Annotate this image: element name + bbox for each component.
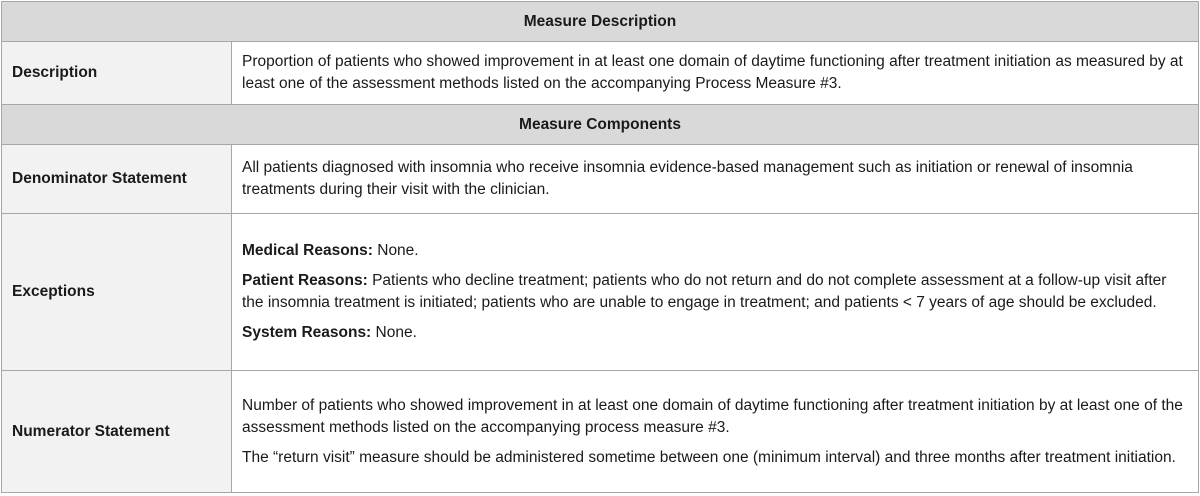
section-title-description: Measure Description bbox=[2, 2, 1199, 42]
patient-reasons bbox=[242, 270, 1188, 314]
section-header-description bbox=[2, 2, 1199, 42]
row-label-denominator: Denominator Statement bbox=[2, 145, 232, 214]
row-label-exceptions: Exceptions bbox=[2, 214, 232, 371]
row-content-numerator bbox=[232, 371, 1199, 493]
row-content-denominator bbox=[232, 145, 1199, 214]
system-reasons bbox=[242, 322, 1188, 344]
section-title-components: Measure Components bbox=[2, 105, 1199, 145]
patient-reasons-text: Patients who decline treatment; patients who do not return and do not complete assessment at a follow-up visit after the insomnia treatment is initiated; patients who are unable to engage in treatment; and patients < 7 years of age should be excluded. bbox=[242, 272, 1167, 311]
measure-table bbox=[1, 1, 1199, 493]
section-header-components bbox=[2, 105, 1199, 145]
row-content-description bbox=[232, 42, 1199, 105]
table-row-exceptions bbox=[2, 214, 1199, 371]
table-row-description bbox=[2, 42, 1199, 105]
patient-reasons-lead: Patient Reasons: bbox=[242, 272, 368, 289]
table-row-numerator bbox=[2, 371, 1199, 493]
denominator-text: All patients diagnosed with insomnia who receive insomnia evidence-based management such as initiation or renewal of insomnia treatments during their visit with the clinician. bbox=[242, 159, 1133, 198]
row-label-numerator: Numerator Statement bbox=[2, 371, 232, 493]
medical-reasons bbox=[242, 240, 1188, 262]
system-reasons-text: None. bbox=[371, 324, 417, 341]
medical-reasons-lead: Medical Reasons: bbox=[242, 242, 373, 259]
medical-reasons-text: None. bbox=[372, 242, 419, 259]
numerator-text-1: Number of patients who showed improvement in at least one domain of daytime functioning after treatment initiation by at least one of the assessment methods listed on the accompanying process measure #3. bbox=[242, 396, 1183, 436]
system-reasons-lead: System Reasons: bbox=[242, 324, 372, 341]
description-text: Proportion of patients who showed improvement in at least one domain of daytime functioning after treatment initiation as measured by at least one of the assessment methods listed on the accompanying Process Measure #3. bbox=[242, 53, 1183, 92]
numerator-text-2: The “return visit” measure should be administered sometime between one (minimum interval) and three months after treatment initiation. bbox=[242, 448, 1176, 466]
table-row-denominator bbox=[2, 145, 1199, 214]
row-content-exceptions bbox=[232, 214, 1199, 371]
row-label-description: Description bbox=[2, 42, 232, 105]
